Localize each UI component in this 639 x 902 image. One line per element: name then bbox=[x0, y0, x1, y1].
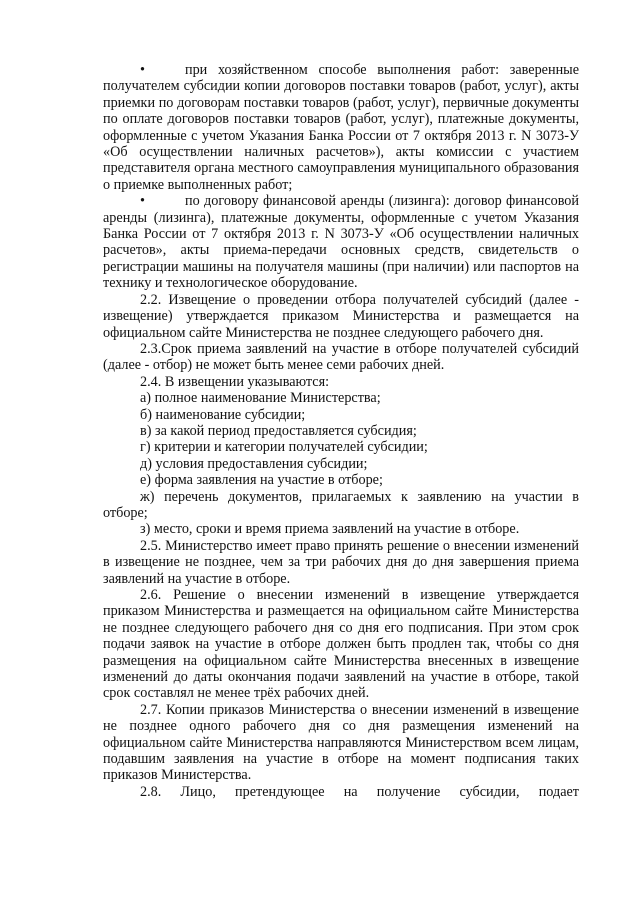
bullet-text: при хозяйственном способе выполнения работ: заверенные получателем субсидии копии договоров поставки товаров (работ, услуг), акты приемки по договорам поставки товаров (работ, услуг), первичные документы по оплате договоров поставки товаров (работ, услуг), платежные документы, оформленные с учетом Указания Банка России от 7 октября 2013 г. N 3073-У «Об осуществлении наличных расчетов»), акты комиссии с участием представителя органа местного самоуправления муниципального образования о приемке выполненных работ; bbox=[103, 62, 579, 193]
list-item-d: д) условия предоставления субсидии; bbox=[140, 455, 368, 472]
bullet-icon: • bbox=[140, 193, 145, 210]
bullet-paragraph bbox=[103, 193, 579, 291]
bullet-text: по договору финансовой аренды (лизинга): договор финансовой аренды (лизинга), платежные документы, оформленные с учетом Указания Банка России от 7 октября 2013 г. N 3073-У «Об осуществлении наличных расчетов», акты приема-передачи основных средств, свидетельств о регистрации машины на получателя машины (при наличии) или паспортов на технику и технологическое оборудование. bbox=[103, 193, 579, 292]
list-item-v: в) за какой период предоставляется субсидия; bbox=[140, 422, 417, 439]
document-body bbox=[103, 62, 579, 800]
list-item-b: б) наименование субсидии; bbox=[140, 406, 306, 423]
list-item-g: г) критерии и категории получателей субсидии; bbox=[140, 439, 428, 456]
list-item-zh: ж) перечень документов, прилагаемых к заявлению на участии в отборе; bbox=[103, 488, 579, 521]
paragraph-2-3: 2.3.Срок приема заявлений на участие в отборе получателей субсидий (далее - отбор) не может быть менее семи рабочих дней. bbox=[103, 340, 579, 374]
paragraph-2-4: 2.4. В извещении указываются: bbox=[140, 373, 330, 390]
paragraph-2-7: 2.7. Копии приказов Министерства о внесении изменений в извещение не позднее одного рабочего дня со дня размещения изменений на официальном сайте Министерства направляются Министерством всем лицам, подавшим заявления на участие в отборе на момент подписания таких приказов Министерства. bbox=[103, 701, 579, 784]
paragraph-2-6: 2.6. Решение о внесении изменений в извещение утверждается приказом Министерства и размещается на официальном сайте Министерства не позднее следующего рабочего дня со дня его подписания. При этом срок подачи заявок на участие в отборе должен быть продлен так, чтобы со дня размещения на официальном сайте Министерства внесенных в извещение изменений до даты окончания подачи заявлений на участие в отборе, такой срок составлял не менее трёх рабочих дней. bbox=[103, 587, 579, 702]
paragraph-2-5: 2.5. Министерство имеет право принять решение о внесении изменений в извещение не позднее, чем за три рабочих дня до дня завершения приема заявлений на участие в отборе. bbox=[103, 537, 579, 587]
bullet-paragraph bbox=[103, 62, 579, 193]
paragraph-2-8: 2.8. Лицо, претендующее на получение субсидии, подает bbox=[140, 783, 579, 800]
list-item-z: з) место, сроки и время приема заявлений на участие в отборе. bbox=[140, 521, 520, 538]
list-item-a: а) полное наименование Министерства; bbox=[140, 390, 381, 407]
list-item-e: е) форма заявления на участие в отборе; bbox=[140, 472, 383, 489]
bullet-icon: • bbox=[140, 62, 145, 78]
paragraph-2-2: 2.2. Извещение о проведении отбора получателей субсидий (далее - извещение) утверждается приказом Министерства и размещается на официальном сайте Министерства не позднее следующего рабочего дня. bbox=[103, 291, 579, 341]
